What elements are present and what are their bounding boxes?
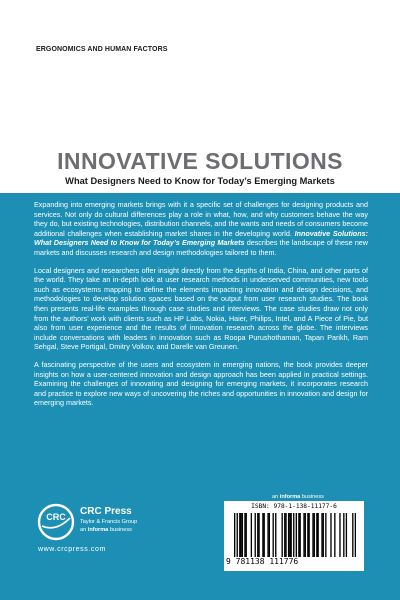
barcode-bar <box>296 513 297 557</box>
crc-logo-text: CRC <box>46 512 66 522</box>
barcode-bar <box>255 513 256 557</box>
barcode-bar <box>334 513 335 557</box>
description-text <box>34 200 368 416</box>
barcode-bar <box>312 513 313 557</box>
barcode-bar <box>258 513 259 557</box>
publisher-url[interactable]: www.crcpress.com <box>38 546 106 553</box>
barcode-bar <box>240 513 241 557</box>
isbn-text: ISBN: 978-1-138-11177-6 <box>251 503 337 510</box>
barcode-bar <box>316 513 317 557</box>
barcode-bar <box>267 513 268 557</box>
paragraph-1: Expanding into emerging markets brings with it a specific set of challenges for designing products and services. Not only do cultural differences play a role in what, how, and why customers behave the way they do, but existing technologies, distribution channels, and the wants and needs of consumers become additional challenges when establishing market shares in the developing world. Innovative Solutions: What Designers Need to Know for Today’s Emerging Markets describes the landscape of these new markets and discusses research and design methodologies tailored to them. <box>34 200 368 257</box>
barcode-bar <box>325 513 326 557</box>
barcode-bar <box>330 513 331 557</box>
barcode-bar <box>242 513 243 557</box>
paragraph-2: Local designers and researchers offer insight directly from the depths of India, China, and other parts of the world. They take an in-depth look at user research methods in underserved communities, new tools such as ecosystems mapping to define the elements impacting innovation and design decisions, and methodologies to develop solution spaces based on the output from user research studies. The book then presents real-life examples through case studies and interviews. The case studies draw not only from the authors’ work with clients such as HP Labs, Nokia, Haier, Philips, Intel, and A Piece of Pie, but also from user experience and the results of innovation research across the globe. The interviews include conversations with leaders in innovation such as Roopa Purushothaman, Tapan Parikh, Ram Sehgal, Steve Portigal, Dmitry Volkov, and Darelle van Greunen. <box>34 265 368 352</box>
barcode-bar <box>298 513 299 557</box>
book-subtitle: What Designers Need to Know for Today’s Emerging Markets <box>65 176 335 186</box>
publisher-group: Taylor & Francis Group <box>80 519 138 525</box>
book-title: INNOVATIVE SOLUTIONS <box>57 148 343 174</box>
barcode-bar <box>288 513 289 557</box>
barcode-bar <box>303 513 304 557</box>
barcode-bar <box>343 513 344 557</box>
barcode-bar <box>355 513 356 557</box>
barcode-bar <box>321 513 322 557</box>
barcode-icon <box>234 513 356 557</box>
barcode-bar <box>269 513 270 557</box>
barcode-bar <box>291 513 292 557</box>
barcode-bar <box>251 513 252 557</box>
barcode-bar <box>282 513 283 557</box>
barcode-bar <box>273 513 274 557</box>
publisher-name: CRC Press <box>80 506 132 517</box>
barcode-bar <box>293 513 294 557</box>
publisher-informa: an informa business <box>80 527 132 533</box>
informa-tag: an informa business <box>272 494 324 500</box>
barcode-bar <box>275 513 276 557</box>
crc-logo-icon <box>36 502 76 542</box>
barcode-bar <box>239 513 240 557</box>
paragraph-3: A fascinating perspective of the users and ecosystem in emerging nations, the book provides deeper insights on how a user-centered innovation and design approach has been applied in practical settings. Examining the challenges of innovating and designing for emerging markets, it incorporates research and practice to explore new ways of uncovering the riches and opportunities in innovation and design for emerging markets. <box>34 359 368 408</box>
barcode-bar <box>346 513 347 557</box>
barcode-bar <box>262 513 263 557</box>
barcode-bar <box>289 513 290 557</box>
series-name: ERGONOMICS AND HUMAN FACTORS <box>36 46 168 53</box>
barcode-bar <box>305 513 306 557</box>
barcode-bar <box>234 513 235 557</box>
barcode-bar <box>246 513 247 557</box>
barcode-bar <box>323 513 324 557</box>
barcode-bar <box>339 513 340 557</box>
barcode-bar <box>307 513 308 557</box>
barcode-bar <box>352 513 353 557</box>
barcode-digits: 9 781138 111776 <box>226 557 299 566</box>
barcode-bar <box>284 513 285 557</box>
barcode-bar <box>257 513 258 557</box>
barcode-bar <box>314 513 315 557</box>
book-title-inline: Innovative Solutions: What Designers Need to Know for Today’s Emerging Markets <box>34 228 368 248</box>
barcode-bar <box>285 513 286 557</box>
barcode-bar <box>299 513 300 557</box>
barcode-bar <box>308 513 309 557</box>
barcode-bar <box>237 513 238 557</box>
barcode-box <box>224 501 364 571</box>
barcode-bar <box>264 513 265 557</box>
barcode-bar <box>317 513 318 557</box>
barcode-bar <box>244 513 245 557</box>
